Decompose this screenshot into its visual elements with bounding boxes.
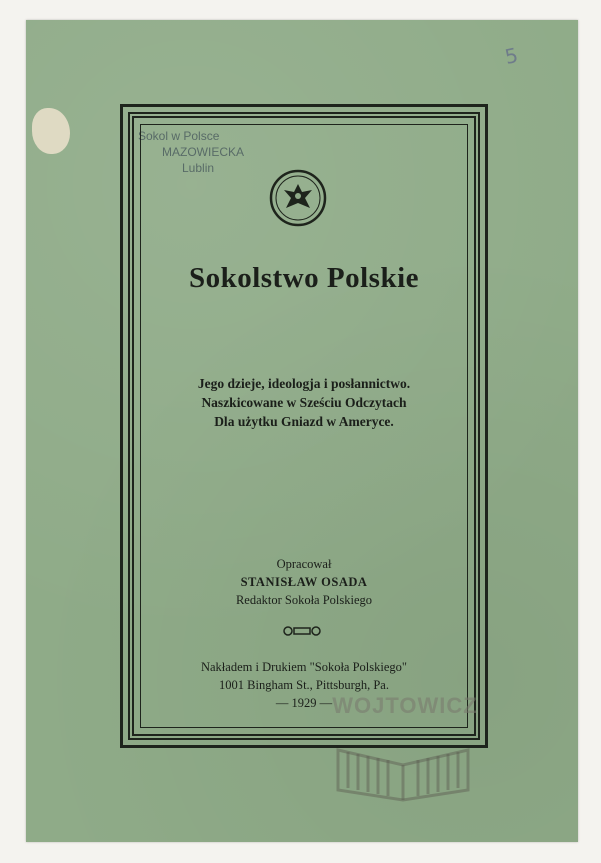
publisher-line-1: Nakładem i Drukiem "Sokoła Polskiego" xyxy=(200,660,407,674)
book-subtitle xyxy=(120,374,488,431)
subtitle-line-1: Jego dzieje, ideologja i posłannictwo. xyxy=(197,376,411,391)
subtitle-line-2: Naszkicowane w Sześciu Odczytach xyxy=(201,395,407,410)
watermark-text: WOJTOWICZ xyxy=(332,693,478,718)
divider-ornament-icon xyxy=(282,625,322,637)
sokol-emblem-icon xyxy=(268,168,328,228)
publisher-line-2: 1001 Bingham St., Pittsburgh, Pa. xyxy=(219,678,389,692)
credits-label: Opracował xyxy=(276,557,332,571)
author-role: Redaktor Sokoła Polskiego xyxy=(235,593,373,607)
credits xyxy=(120,555,488,609)
stamp-line-2: MAZOWIECKA xyxy=(162,145,245,159)
author-name: STANISŁAW OSADA xyxy=(240,575,368,589)
book-title: Sokolstwo Polskie xyxy=(188,262,420,294)
stamp-line-1: Sokol w Polsce xyxy=(138,129,220,143)
subtitle-line-3: Dla użytku Gniazd w Ameryce. xyxy=(214,414,394,429)
stamp-line-3: Lublin xyxy=(182,161,215,175)
publisher-year: — 1929 — xyxy=(275,696,333,710)
pencil-mark: 5 xyxy=(502,42,521,70)
